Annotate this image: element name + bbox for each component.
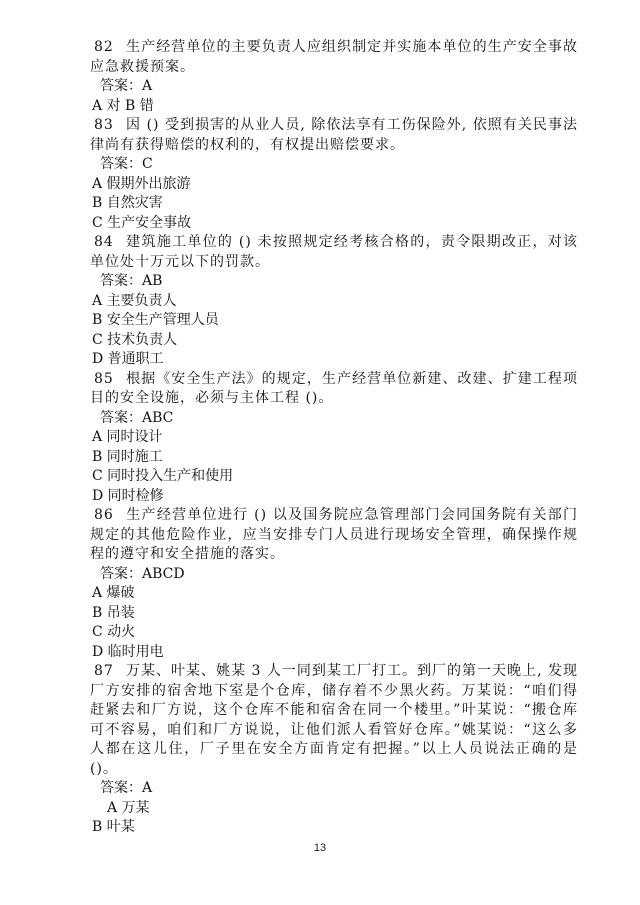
question-number: 82 bbox=[94, 39, 114, 55]
option: C 生产安全事故 bbox=[92, 214, 192, 231]
question-85 bbox=[92, 370, 578, 507]
question-86 bbox=[92, 506, 578, 662]
question-text-85 bbox=[90, 370, 578, 409]
question-body: 生产经营单位的主要负责人应组织制定并实施本单位的生产安全事故应急救援预案。 bbox=[90, 39, 578, 75]
option: C 动火 bbox=[92, 624, 136, 640]
answer: 答案：C bbox=[100, 156, 153, 172]
question-text-87 bbox=[90, 662, 578, 779]
question-body: 生产经营单位进行 () 以及国务院应急管理部门会同国务院有关部门规定的其他危险作业，应当安排专门人员进行现场安全管理，确保操作规程的遵守和安全措施的落实。 bbox=[90, 507, 578, 562]
document-page bbox=[92, 38, 578, 838]
answer: 答案：ABC bbox=[100, 409, 174, 426]
option: B 安全生产管理人员 bbox=[92, 312, 219, 328]
answer: 答案：A bbox=[100, 780, 153, 796]
option: B 吊装 bbox=[92, 604, 135, 621]
option: D 临时用电 bbox=[92, 643, 164, 660]
page-number: 13 bbox=[313, 842, 327, 854]
option: D 普通职工 bbox=[92, 351, 164, 367]
option: B 自然灾害 bbox=[92, 195, 163, 211]
option: A 主要负责人 bbox=[92, 292, 177, 309]
option: A 万某 bbox=[107, 799, 150, 816]
option: A 假期外出旅游 bbox=[92, 175, 191, 192]
question-number: 86 bbox=[94, 507, 114, 523]
option: A 同时设计 bbox=[92, 429, 163, 445]
question-body: 万某、叶某、姚某 3 人一同到某工厂打工。到厂的第一天晚上, 发现厂方安排的宿舍地下室是个仓库，储存着不少黑火药。万某说：“咱们得赶紧去和厂方说，这个仓库不能和宿舍在同一个楼里。”叶某说：“搬仓库可不容易，咱们和厂方说说，让他们派人看管好仓库。”姚某说：“这么多人都在这儿住，厂子里在安全方面肯定有把握。”以上人员说法正确的是 ()。 bbox=[90, 663, 578, 777]
question-text-84 bbox=[90, 233, 578, 272]
question-number: 83 bbox=[94, 117, 114, 133]
answer: 答案：A bbox=[100, 78, 153, 94]
option: C 同时投入生产和使用 bbox=[92, 468, 234, 484]
question-83 bbox=[92, 116, 578, 233]
answer: 答案：ABCD bbox=[100, 565, 185, 582]
answer: 答案：AB bbox=[100, 273, 163, 289]
question-number: 85 bbox=[94, 370, 114, 387]
question-body: 因 () 受到损害的从业人员, 除依法享有工伤保险外, 依照有关民事法律尚有获得赔偿的权利的，有权提出赔偿要求。 bbox=[90, 117, 578, 153]
option: A 爆破 bbox=[92, 585, 135, 601]
option: D 同时检修 bbox=[92, 487, 164, 504]
question-body: 建筑施工单位的 () 未按照规定经考核合格的，责令限期改正，对该单位处十万元以下的罚款。 bbox=[90, 234, 578, 270]
question-number: 84 bbox=[94, 234, 114, 250]
question-text-86 bbox=[90, 506, 578, 565]
option: B 叶某 bbox=[92, 819, 135, 835]
question-84 bbox=[92, 233, 578, 370]
question-82 bbox=[92, 38, 578, 116]
option: C 技术负责人 bbox=[92, 331, 178, 348]
question-87 bbox=[92, 662, 578, 838]
question-body: 根据《安全生产法》的规定，生产经营单位新建、改建、扩建工程项目的安全设施，必须与主体工程 ()。 bbox=[90, 370, 578, 406]
question-number: 87 bbox=[94, 663, 114, 679]
option: A 对 B 错 bbox=[92, 97, 154, 114]
question-text-82 bbox=[90, 38, 578, 77]
question-text-83 bbox=[90, 116, 578, 155]
option: B 同时施工 bbox=[92, 448, 163, 465]
